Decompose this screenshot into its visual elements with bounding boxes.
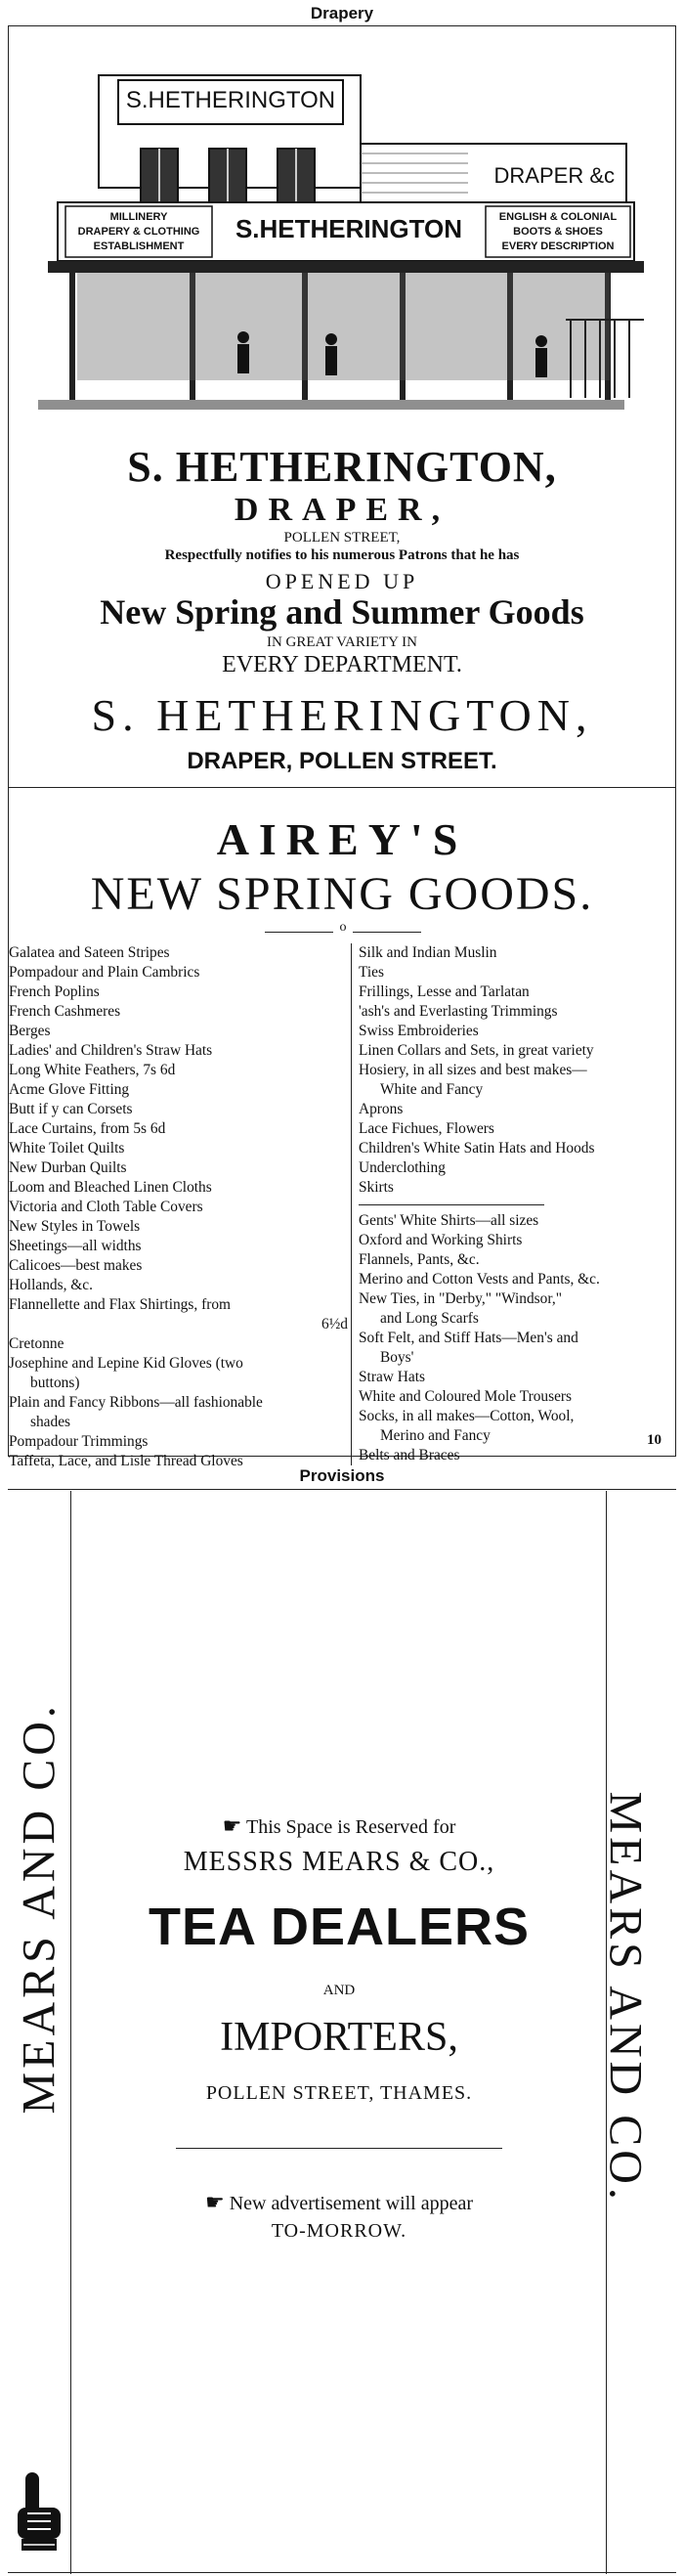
airey-title: AIREY'S [216,814,468,864]
right-sign-line: BOOTS & SHOES [513,226,603,238]
and-text: AND [322,1983,356,1998]
right-sign-line: EVERY DESCRIPTION [501,240,615,252]
list-item: Josephine and Lepine Kid Gloves (two [9,1355,243,1372]
right-vertical-name: MEARS AND CO. [599,1791,652,2204]
list-item: Linen Collars and Sets, in great variety [359,1042,594,1059]
list-item: Calicoes—best makes [9,1257,143,1274]
list-item: Lace Fichues, Flowers [359,1120,494,1137]
pointing-finger-icon: ☛ [222,1813,242,1838]
divider [176,2148,502,2149]
list-item: Long White Feathers, 7s 6d [9,1062,176,1078]
firm-name: MESSRS MEARS & CO., [183,1847,495,1877]
list-item: Loom and Bleached Linen Cloths [9,1179,212,1196]
new-ad-text: New advertisement will appear [229,2193,474,2214]
list-item: Socks, in all makes—Cotton, Wool, [359,1408,575,1424]
column-rule [351,943,352,1465]
right-sign-line: ENGLISH & COLONIAL [498,211,618,223]
ornament: o [333,920,353,936]
address-text: POLLEN STREET, THAMES. [205,2082,473,2104]
advertiser-address: DRAPER, POLLEN STREET. [187,748,497,774]
list-item: Lace Curtains, from 5s 6d [9,1120,166,1137]
list-item: New Styles in Towels [9,1218,141,1235]
headline-tea-dealers: TEA DEALERS [148,1898,531,1956]
window-left [141,149,178,207]
list-item: Cretonne [9,1335,64,1352]
pointing-hand-icon [12,2468,66,2554]
list-item: 'ash's and Everlasting Trimmings [359,1003,558,1020]
list-item: shades [30,1414,71,1430]
list-item: Ties [359,964,384,981]
header-rule [8,1489,676,1490]
list-item: Swiss Embroideries [359,1023,479,1039]
list-item: Butt if y can Corsets [9,1101,133,1117]
advertiser-notice: Respectfully notifies to his numerous Patrons that he has [164,547,520,563]
left-sign [65,210,212,254]
list-item: 6½d [321,1316,348,1332]
list-item: Skirts [359,1179,394,1196]
list-item: White Toilet Quilts [9,1140,125,1157]
list-item: Ladies' and Children's Straw Hats [9,1042,213,1059]
main-sign: S.HETHERINGTON [235,214,463,243]
list-item: New Ties, in "Derby," "Windsor," [359,1290,563,1307]
list-item: Oxford and Working Shirts [359,1232,523,1248]
list-item: Pompadour Trimmings [9,1433,149,1450]
new-ad-line [72,2190,606,2215]
section-header-provisions: Provisions [299,1466,385,1485]
upper-sign: S.HETHERINGTON [125,87,336,113]
every-department: EVERY DEPARTMENT. [222,652,462,677]
inner-rule-left [70,1491,71,2574]
opened-up: OPENED UP [265,569,419,593]
reserved-text: This Space is Reserved for [245,1816,456,1838]
side-sign: DRAPER &c [493,163,615,188]
pointing-finger-icon: ☛ [204,2190,225,2214]
great-variety: IN GREAT VARIETY IN [266,634,418,650]
tomorrow-text: TO-MORROW. [271,2220,407,2242]
list-item: Straw Hats [359,1369,425,1385]
advertiser-street: POLLEN STREET, [283,530,401,546]
list-item: White and Fancy [380,1081,484,1098]
list-item: Frillings, Lesse and Tarlatan [359,983,530,1000]
list-item: Children's White Satin Hats and Hoods [359,1140,595,1157]
list-item: Galatea and Sateen Stripes [9,944,170,961]
airey-list-left [9,943,346,1471]
window-middle [209,149,246,207]
list-item: Underclothing [359,1159,446,1176]
left-sign-line: MILLINERY [109,211,168,223]
headline-spring-summer: New Spring and Summer Goods [100,592,584,632]
list-item: Sheetings—all widths [9,1238,142,1254]
list-item: Belts and Braces [359,1447,460,1463]
list-item: Flannels, Pants, &c. [359,1251,480,1268]
list-item: Hosiery, in all sizes and best makes— [359,1062,587,1078]
list-item: Victoria and Cloth Table Covers [9,1199,203,1215]
advertiser-name: S. HETHERINGTON, [127,443,557,491]
list-item: buttons) [30,1375,80,1391]
left-vertical-name: MEARS AND CO. [13,1702,65,2115]
ad-number: 10 [647,1432,662,1448]
bottom-rule [8,2572,676,2573]
list-item: New Durban Quilts [9,1159,127,1176]
list-item: and Long Scarfs [380,1310,479,1327]
list-item: Hollands, &c. [9,1277,93,1293]
section-header-drapery: Drapery [310,4,374,22]
right-sign [486,210,630,254]
provisions-panel [0,1491,684,2576]
list-item: Gents' White Shirts—all sizes [359,1212,539,1229]
divider [9,787,675,788]
left-sign-line: DRAPERY & CLOTHING [77,226,200,238]
airey-subtitle: NEW SPRING GOODS. [90,868,594,920]
list-item: French Cashmeres [9,1003,121,1020]
list-item: Berges [9,1023,51,1039]
list-item: Merino and Fancy [380,1427,491,1444]
list-item: Acme Glove Fitting [9,1081,130,1098]
importers-text: IMPORTERS, [220,2015,458,2060]
list-item: Taffeta, Lace, and Lisle Thread Gloves [9,1453,243,1469]
airey-list-right [359,943,673,1465]
advertiser-trade: DRAPER, [234,492,450,528]
list-item: Soft Felt, and Stiff Hats—Men's and [359,1330,578,1346]
list-item: Merino and Cotton Vests and Pants, &c. [359,1271,600,1288]
list-item: Boys' [380,1349,414,1366]
list-rule [359,1204,544,1205]
list-item: French Poplins [9,983,100,1000]
list-item: Plain and Fancy Ribbons—all fashionable [9,1394,263,1411]
advertiser-name-large: S. HETHERINGTON, [91,690,593,740]
window-right [278,149,315,207]
list-item: Silk and Indian Muslin [359,944,497,961]
list-item: Aprons [359,1101,404,1117]
list-item: Flannellette and Flax Shirtings, from [9,1296,231,1313]
list-item: White and Coloured Mole Trousers [359,1388,573,1405]
drapery-panel [8,25,676,1469]
center-content [72,1491,606,2566]
reserved-line [72,1813,606,1839]
list-item: Pompadour and Plain Cambrics [9,964,200,981]
left-sign-line: ESTABLISHMENT [93,240,185,252]
